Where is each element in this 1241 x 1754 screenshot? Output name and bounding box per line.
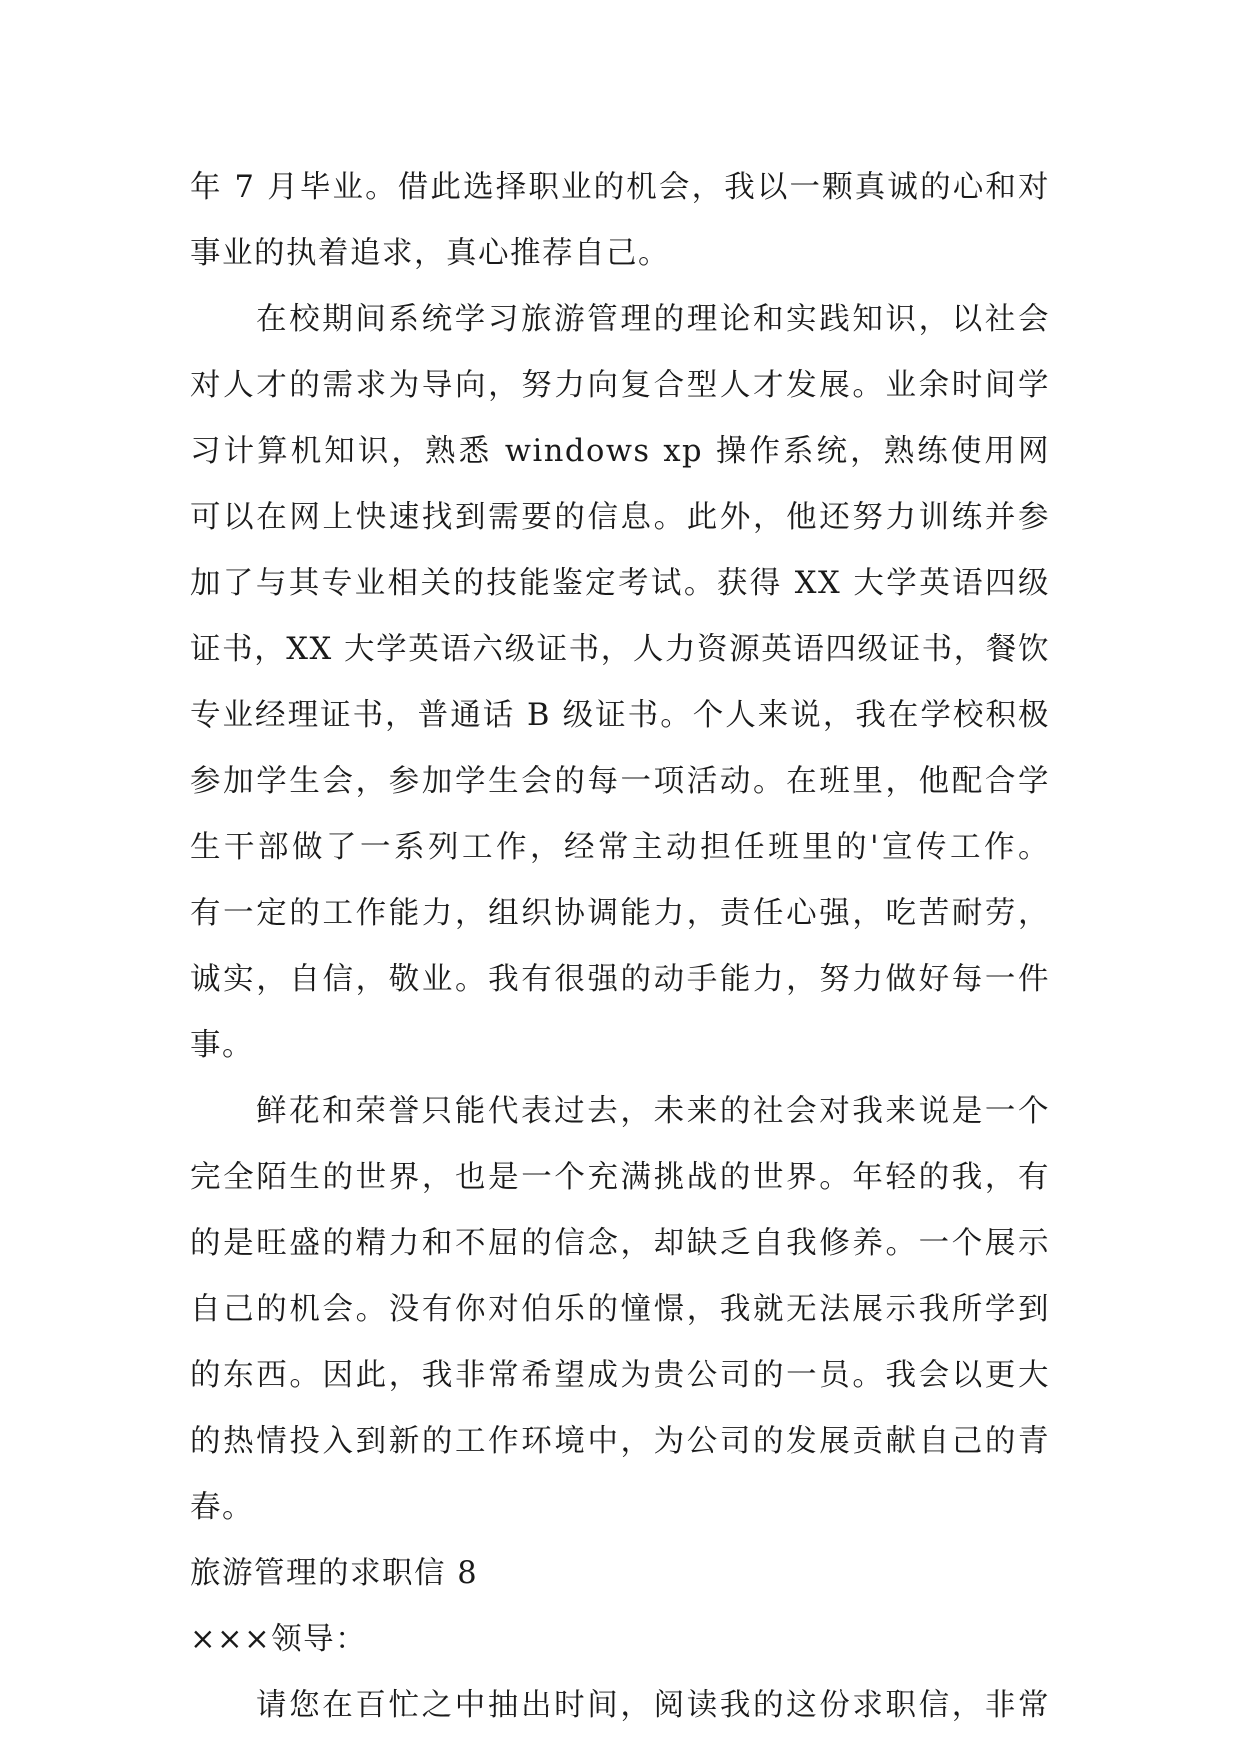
text-line: 参加学生会，参加学生会的每一项活动。在班里，他配合学	[190, 764, 1050, 799]
text-line: 诚实，自信，敬业。我有很强的动手能力，努力做好每一件	[190, 962, 1050, 997]
text-line: 生干部做了一系列工作，经常主动担任班里的'宣传工作。	[190, 830, 1050, 865]
text-line: 的热情投入到新的工作环境中，为公司的发展贡献自己的青	[190, 1424, 1050, 1459]
paragraph-start-line: 请您在百忙之中抽出时间，阅读我的这份求职信，非常	[256, 1688, 1050, 1723]
text-line: 加了与其专业相关的技能鉴定考试。获得 XX 大学英语四级	[190, 566, 1050, 601]
letter-body	[190, 155, 1050, 1739]
salutation: ×××领导：	[190, 1622, 368, 1657]
text-line: 证书，XX 大学英语六级证书，人力资源英语四级证书，餐饮	[190, 632, 1050, 667]
text-line: 有一定的工作能力，组织协调能力，责任心强，吃苦耐劳，	[190, 896, 1050, 931]
paragraph-start-line: 在校期间系统学习旅游管理的理论和实践知识，以社会	[256, 302, 1050, 337]
text-line: 的是旺盛的精力和不屈的信念，却缺乏自我修养。一个展示	[190, 1226, 1050, 1261]
section-heading: 旅游管理的求职信 8	[190, 1556, 479, 1591]
text-line: 完全陌生的世界，也是一个充满挑战的世界。年轻的我，有	[190, 1160, 1050, 1195]
text-line: 专业经理证书，普通话 B 级证书。个人来说，我在学校积极	[190, 698, 1050, 733]
text-line: 春。	[190, 1490, 254, 1525]
text-line: 习计算机知识，熟悉 windows xp 操作系统，熟练使用网	[190, 434, 1050, 469]
text-line: 的东西。因此，我非常希望成为贵公司的一员。我会以更大	[190, 1358, 1050, 1393]
text-line: 可以在网上快速找到需要的信息。此外，他还努力训练并参	[190, 500, 1050, 535]
text-line: 对人才的需求为导向，努力向复合型人才发展。业余时间学	[190, 368, 1050, 403]
text-line: 自己的机会。没有你对伯乐的憧憬，我就无法展示我所学到	[190, 1292, 1050, 1327]
paragraph-start-line: 鲜花和荣誉只能代表过去，未来的社会对我来说是一个	[256, 1094, 1050, 1129]
text-line: 年 7 月毕业。借此选择职业的机会，我以一颗真诚的心和对	[190, 170, 1050, 205]
text-line: 事。	[190, 1028, 254, 1063]
text-line: 事业的执着追求，真心推荐自己。	[190, 236, 670, 271]
